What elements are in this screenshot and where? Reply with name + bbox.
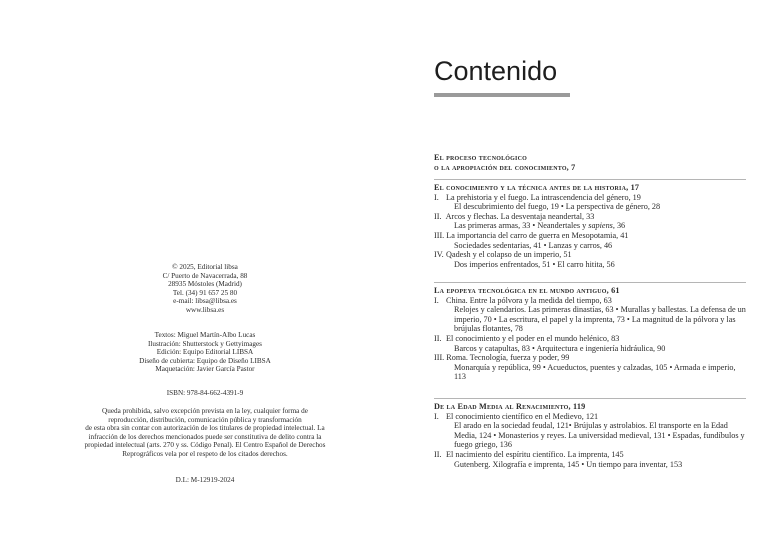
item-title: Qadesh y el colapso de un imperio, 51 <box>446 250 572 260</box>
toc-intro <box>434 153 746 172</box>
page-title: Contenido <box>434 56 558 86</box>
legal-line: Queda prohibida, salvo excepción prevista en la ley, cualquier forma de <box>102 407 308 415</box>
legal-line: propiedad intelectual (arts. 270 y ss. Código Penal). El Centro Español de Derechos <box>84 441 326 450</box>
item-subtopics: Monarquía y república, 99 • Acueductos, puentes y calzadas, 105 • Armada e imperio, 113 <box>454 362 736 382</box>
toc-item <box>434 334 746 344</box>
title-underline <box>434 93 570 97</box>
item-subtopics <box>434 221 746 231</box>
item-number: I. <box>434 411 439 421</box>
credit-line: Textos: Miguel Martín-Albo Lucas <box>154 331 256 339</box>
item-subtopics: El descubrimiento del fuego, 19 • La perspectiva de género, 28 <box>454 202 661 212</box>
item-number: III. <box>434 230 445 240</box>
subtopic-text: , 36 <box>612 221 626 231</box>
section-divider <box>434 179 746 180</box>
phone-line: Tel. (34) 91 657 25 80 <box>172 288 238 297</box>
toc-item <box>434 193 746 203</box>
toc-item <box>434 231 746 241</box>
item-number: III. <box>434 353 445 363</box>
legal-line: de esta obra sin contar con autorización de los titulares de propiedad intelectual. La <box>85 424 325 433</box>
copyright-block <box>60 263 350 315</box>
website-line: www.libsa.es <box>185 305 225 314</box>
legal-line: infracción de los derechos mencionados puede ser constitutiva de delito contra la <box>88 432 322 441</box>
item-title: El conocimiento científico en el Medievo, 121 <box>446 411 599 421</box>
toc-section <box>434 183 746 269</box>
section-divider <box>434 398 746 399</box>
email-line: e-mail: libsa@libsa.es <box>173 297 237 306</box>
section-heading: El conocimiento y la técnica antes de la historia, 17 <box>434 183 640 192</box>
item-title: Arcos y flechas. La desventaja neandertal, 33 <box>445 211 595 221</box>
item-title: China. Entre la pólvora y la medida del tiempo, 63 <box>446 295 612 305</box>
item-title: El conocimiento y el poder en el mundo helénico, 83 <box>446 333 620 343</box>
item-subtopics: Relojes y calendarios. Las primeras dinastías, 63 • Murallas y ballestas. La defensa de un imperio, 70 • La escritura, el papel y la imprenta, 73 • La magnitud de la pólvora y las brújulas flotantes, 78 <box>454 305 746 334</box>
legal-notice <box>60 407 350 459</box>
section-heading: De la Edad Media al Renacimiento, 119 <box>434 402 586 411</box>
toc-item <box>434 353 746 363</box>
legal-deposit: D.L: M-12919-2024 <box>175 476 235 484</box>
credit-line: Edición: Equipo Editorial LIBSA <box>156 348 254 357</box>
toc-item <box>434 250 746 260</box>
toc-item <box>434 212 746 222</box>
subtopic-text: Las primeras armas, 33 • Neandertales y <box>454 221 589 231</box>
toc-item <box>434 450 746 460</box>
right-page <box>385 0 769 538</box>
credits-block <box>60 331 350 374</box>
item-number: IV. <box>434 250 444 260</box>
item-subtopics: Dos imperios enfrentados, 51 • El carro hitita, 56 <box>454 259 615 269</box>
item-title: La prehistoria y el fuego. La intrascendencia del género, 19 <box>446 192 641 202</box>
isbn: ISBN: 978-84-662-4391-9 <box>166 389 244 397</box>
item-number: II. <box>434 333 442 343</box>
item-title: Roma. Tecnología, fuerza y poder, 99 <box>446 353 570 363</box>
intro-line: El proceso tecnológico <box>434 153 527 162</box>
item-number: II. <box>434 211 442 221</box>
item-title: El nacimiento del espíritu científico. La imprenta, 145 <box>446 449 624 459</box>
credit-line: Maquetación: Javier García Pastor <box>155 365 255 374</box>
subtopic-italic: sapiens <box>588 221 613 231</box>
legal-line: reproducción, distribución, comunicación pública y transformación <box>108 415 302 424</box>
item-title: La importancia del carro de guerra en Mesopotamia, 41 <box>446 230 629 240</box>
item-subtopics: Sociedades sedentarias, 41 • Lanzas y carros, 46 <box>454 240 613 250</box>
copyright-line: © 2025, Editorial libsa <box>172 263 238 271</box>
item-subtopics: El arado en la sociedad feudal, 121• Brújulas y astrolabios. El transporte en la Edad Media, 124 • Monasterios y reyes. La universidad medieval, 131 • Espadas, fundíbulos y fuego griego, 136 <box>454 421 745 450</box>
toc-item <box>434 296 746 306</box>
credit-line: Diseño de cubierta: Equipo de Diseño LIBSA <box>139 356 271 365</box>
address-line: C/ Puerto de Navacerrada, 88 <box>162 271 248 280</box>
toc-item <box>434 412 746 422</box>
toc-section <box>434 286 746 382</box>
toc-section <box>434 402 746 469</box>
intro-line: o la apropiación del conocimiento, 7 <box>434 162 576 172</box>
item-number: I. <box>434 192 439 202</box>
item-number: II. <box>434 449 442 459</box>
item-subtopics: Gutenberg. Xilografía e imprenta, 145 • Un tiempo para inventar, 153 <box>454 459 683 469</box>
credit-line: Ilustración: Shutterstock y Gettyimages <box>148 339 262 348</box>
legal-line: Reprográficos vela por el respeto de los citados derechos. <box>122 449 288 458</box>
section-divider <box>434 282 746 283</box>
city-line: 28935 Móstoles (Madrid) <box>168 280 242 289</box>
item-subtopics: Barcos y catapultas, 83 • Arquitectura e ingeniería hidráulica, 90 <box>454 343 666 353</box>
item-number: I. <box>434 295 439 305</box>
section-heading: La epopeya tecnológica en el mundo antiguo, 61 <box>434 286 620 295</box>
left-page <box>0 0 384 538</box>
